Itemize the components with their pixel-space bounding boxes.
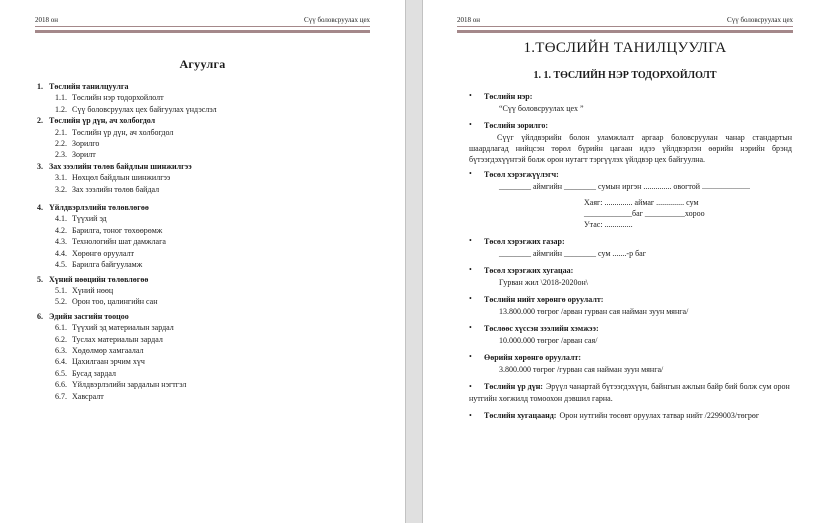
toc-item xyxy=(35,368,370,379)
toc-item xyxy=(35,104,370,115)
toc-item xyxy=(35,225,370,236)
bullet-item-result xyxy=(457,381,793,404)
toc-item-label: Эдийн засгийн тооцоо xyxy=(49,311,129,321)
bullet-label: Төсөл хэрэгжүүлэгч: xyxy=(484,170,559,180)
header-rule xyxy=(35,26,370,33)
toc-item xyxy=(35,248,370,259)
section-title: 1. 1. ТӨСЛИЙН НЭР ТОДОРХОЙЛОЛТ xyxy=(533,70,717,81)
toc-item xyxy=(35,391,370,402)
page-gap xyxy=(405,0,423,523)
toc-item-label: Түүхий эд xyxy=(72,214,107,224)
toc-item-label: Технологийн шат дамжлага xyxy=(72,237,166,247)
bullet-value: ________ аймгийн ________ сумын иргэн .............. овогтой ........................ xyxy=(499,181,751,191)
bullet-icon: • xyxy=(469,411,472,421)
toc-item-number: 5.1. xyxy=(55,285,67,295)
toc-item xyxy=(35,127,370,138)
toc-item xyxy=(35,138,370,149)
toc-item-label: Хавсралт xyxy=(72,391,104,401)
toc-item-label: Зах зээлийн төлөв байдал xyxy=(72,184,160,194)
bullet-label: Төсөл хэрэгжих хугацаа: xyxy=(484,266,574,276)
bullet-label: Төслийн зорилго: xyxy=(484,121,549,130)
bullet-icon: • xyxy=(469,382,472,392)
bullet-item-location xyxy=(457,236,793,259)
bullet-label: Төслийн нэр: xyxy=(484,92,533,101)
toc-item-number: 2.2. xyxy=(55,139,67,149)
toc-item-label: Сүү боловсруулах цех байгуулах үндэслэл xyxy=(72,104,217,114)
toc-item-label: Барилга, тоног төхөөрөмж xyxy=(72,225,163,235)
bullet-icon: • xyxy=(469,323,472,333)
toc-item-label: Хөдөлмөр хамгаалал xyxy=(72,345,144,355)
contact-line-district: ____________баг __________хороо xyxy=(584,209,705,219)
toc-item xyxy=(35,285,370,296)
toc-title: Агуулга xyxy=(179,57,226,71)
bullet-value: ________ аймгийн ________ сум .......-р баг xyxy=(499,248,646,258)
toc-item-label: Туслах материалын зардал xyxy=(72,334,163,344)
toc-item-number: 5. xyxy=(37,274,43,284)
bullet-item-loan-amount xyxy=(457,323,793,346)
bullet-item-total-investment xyxy=(457,294,793,317)
header-rule xyxy=(457,26,793,33)
toc-item-number: 6.2. xyxy=(55,334,67,344)
bullet-item-implementer xyxy=(457,169,793,230)
contact-line-address: Хаяг: .............. аймаг .............. сум xyxy=(584,198,699,208)
bullet-value: 3.800.000 төгрөг /гурван сая найман зуун мянга/ xyxy=(499,364,664,374)
toc-item xyxy=(35,172,370,183)
bullet-label: Төслийн хугацаанд: xyxy=(484,411,557,421)
toc-item-number: 3.2. xyxy=(55,184,67,194)
toc-item-label: Төслийн үр дүн, ач холбогдол xyxy=(49,116,156,126)
toc-item xyxy=(35,322,370,333)
toc-item-number: 6.6. xyxy=(55,380,67,390)
toc-item xyxy=(35,274,370,285)
bullet-value: 13.800.000 төгрөг /арван гурван сая найман зуун мянга/ xyxy=(499,306,689,316)
bullet-text: Эрүүл чанартай бүтээгдэхүүн, байнгын ажлын байр бий болж сум орон нутгийн хөгжилд томоохон дэвшил гарна. xyxy=(469,382,790,403)
contact-line-phone: Утас: .............. xyxy=(584,220,633,230)
toc-item-number: 6. xyxy=(37,311,43,321)
toc-item-number: 4.5. xyxy=(55,260,67,270)
toc-item-number: 2.3. xyxy=(55,150,67,160)
bullet-value: “Сүү боловсруулах цех ” xyxy=(499,103,584,113)
toc-item-number: 6.5. xyxy=(55,368,67,378)
header-year: 2018 он xyxy=(457,16,480,24)
toc-item-number: 5.2. xyxy=(55,297,67,307)
toc-item-number: 1.1. xyxy=(55,93,67,103)
toc-item xyxy=(35,296,370,307)
toc-item-number: 1.2. xyxy=(55,104,67,114)
bullet-value: Гурван жил \2018-2020он\ xyxy=(499,277,589,287)
toc-item xyxy=(35,115,370,126)
toc-item xyxy=(35,379,370,390)
toc-item-label: Зах зээлийн төлөв байдлын шинжилгээ xyxy=(49,161,192,171)
toc-item xyxy=(35,184,370,195)
toc-item-label: Цахилгаан эрчим хүч xyxy=(72,357,145,367)
toc-item-label: Төслийн танилцуулга xyxy=(49,82,129,91)
header-doc-title: Сүү боловсруулах цех xyxy=(304,16,370,24)
toc-item xyxy=(35,356,370,367)
toc-item xyxy=(35,161,370,172)
chapter-title: 1.ТӨСЛИЙН ТАНИЛЦУУЛГА xyxy=(523,40,727,56)
header-year: 2018 он xyxy=(35,16,58,24)
bullet-item-own-investment xyxy=(457,352,793,375)
bullet-paragraph: Сүүг үйлдвэрийн болон уламжлалт аргаар боловсруулан чанар стандартын шаардлагад нийцсэн төрөл бүрийн цагаан идээ үйлдвэрлэн өөрийн нэрийн брэнд бүтээгдэхүүнтэй болж орон нутагт тэргүүлэх үйлдвэр цех байгуулна. xyxy=(469,132,792,165)
toc-item xyxy=(35,311,370,322)
bullet-icon: • xyxy=(469,120,472,129)
toc-item xyxy=(35,236,370,247)
table-of-contents xyxy=(35,81,370,402)
page-intro xyxy=(423,0,820,523)
bullet-icon: • xyxy=(469,236,472,246)
toc-item-number: 2.1. xyxy=(55,127,67,137)
toc-item-label: Зорилго xyxy=(72,139,100,149)
toc-item-number: 4. xyxy=(37,203,43,213)
toc-item-label: Түүхий эд материалын зардал xyxy=(72,323,174,333)
toc-item xyxy=(35,259,370,270)
bullet-text: Орон нутгийн төсөвт оруулах татвар нийт /2299003/төгрөг xyxy=(559,411,760,421)
toc-item-number: 3.1. xyxy=(55,173,67,183)
bullet-value: 10.000.000 төгрөг /арван сая/ xyxy=(499,335,598,345)
bullet-item-duration xyxy=(457,265,793,288)
bullet-icon: • xyxy=(469,91,472,100)
bullet-label: Төсөл хэрэгжих газар: xyxy=(484,237,565,247)
toc-item xyxy=(35,345,370,356)
page-header xyxy=(457,14,793,25)
toc-item xyxy=(35,213,370,224)
bullet-icon: • xyxy=(469,265,472,275)
toc-item-label: Орон тоо, цалингийн сан xyxy=(72,297,158,307)
toc-item-label: Хүний нөөцийн төлөвлөгөө xyxy=(49,274,149,284)
toc-item-label: Төслийн нэр тодорхойлолт xyxy=(72,93,164,103)
toc-item-label: Нөхцөл байдлын шинжилгээ xyxy=(72,173,171,183)
toc-item xyxy=(35,149,370,160)
toc-item xyxy=(35,92,370,103)
toc-item-label: Бусад зардал xyxy=(72,368,116,378)
bullet-icon: • xyxy=(469,294,472,304)
toc-item-label: Хөрөнгө оруулалт xyxy=(72,248,134,258)
toc-item xyxy=(35,202,370,213)
toc-item-number: 6.7. xyxy=(55,391,67,401)
toc-item-number: 6.4. xyxy=(55,357,67,367)
toc-item-label: Үйлдвэрлэлийн зардалын нэгтгэл xyxy=(72,380,187,390)
toc-item xyxy=(35,334,370,345)
bullet-item-tax xyxy=(457,410,793,422)
bullet-icon: • xyxy=(469,352,472,362)
bullet-label: Өөрийн хөрөнгө оруулалт: xyxy=(484,353,581,363)
bullet-label: Төслийн нийт хөрөнгө оруулалт: xyxy=(484,295,604,305)
page-toc xyxy=(0,0,405,523)
toc-item-number: 4.2. xyxy=(55,225,67,235)
toc-item-number: 4.4. xyxy=(55,248,67,258)
bullet-label: Төслийн үр дүн: xyxy=(484,382,543,392)
toc-item-label: Хүний нөөц xyxy=(72,285,114,295)
toc-item-label: Зорилт xyxy=(72,150,96,160)
toc-item-number: 6.3. xyxy=(55,345,67,355)
toc-item-label: Барилга байгууламж xyxy=(72,260,143,270)
header-doc-title: Сүү боловсруулах цех xyxy=(727,16,793,24)
toc-item-number: 3. xyxy=(37,161,43,171)
toc-item-number: 4.1. xyxy=(55,214,67,224)
toc-item-label: Үйлдвэрлэлийн төлөвлөгөө xyxy=(49,203,149,213)
toc-item-label: Төслийн үр дүн, ач холбогдол xyxy=(72,127,174,137)
toc-item-number: 2. xyxy=(37,116,43,126)
toc-item-number: 4.3. xyxy=(55,237,67,247)
toc-item-number: 1. xyxy=(37,82,43,91)
bullet-item-project-goal xyxy=(457,120,793,165)
bullet-item-project-name xyxy=(457,91,793,114)
contact-block xyxy=(584,197,793,230)
bullet-label: Төслөөс хүссэн зээлийн хэмжээ: xyxy=(484,324,599,334)
toc-item xyxy=(35,81,370,92)
bullet-icon: • xyxy=(469,169,472,179)
page-header xyxy=(35,14,370,25)
toc-item-number: 6.1. xyxy=(55,323,67,333)
